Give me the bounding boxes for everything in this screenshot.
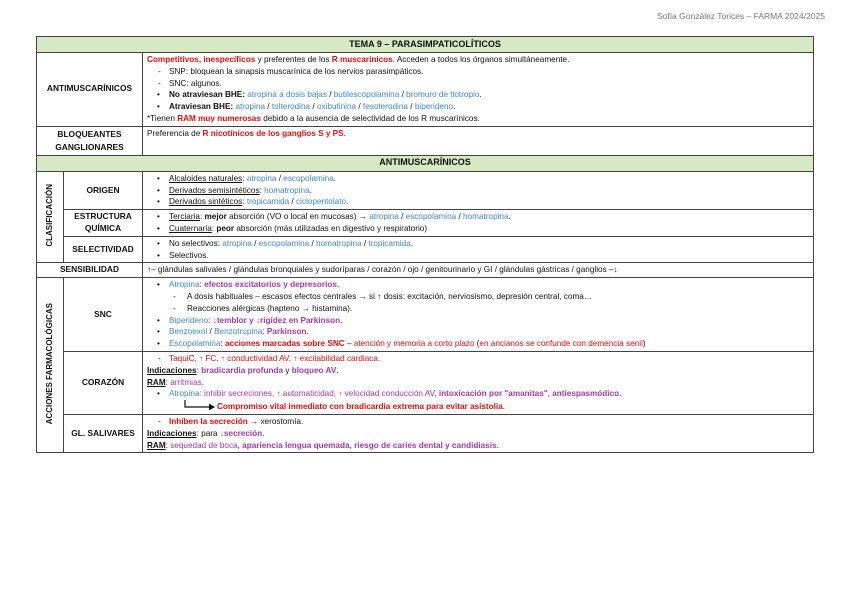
- title-row: [37, 37, 814, 53]
- selectividad-row: [37, 236, 814, 263]
- antimuscarinicos-content: [143, 53, 814, 127]
- estructura-label: ESTRUCTURA QUÍMICA: [64, 210, 143, 237]
- section2-title: ANTIMUSCARÍNICOS: [37, 155, 814, 171]
- corazon-content: - TaquiC, ↑ FC, ↑ conductividad AV, ↑ excitabilidad cardiaca. Indicaciones: bradicardia profunda y bloqueo AV. RAM: arritmias. • Atropina: inhibir secreciones, ↑ automaticidad, ↑ velocidad conducción AV, intoxicación por "amanitas", antiespasmódico. Compromiso vital inmediato con bradicardia extrema para evitar asistolia.: [143, 351, 814, 414]
- glandulas-content: - Inhiben la secreción → xerostomía. Indicaciones: para ↓secreción. RAM: sequedad de boca, apariencia lengua quemada, riesgo de caries dental y candidiasis.: [143, 414, 814, 452]
- selectividad-content: • No selectivos: atropina / escopolamina / homatropina / tropicamida. • Selectivos.: [143, 236, 814, 263]
- origen-row: [37, 171, 814, 209]
- antimuscarinicos-intro-row: [37, 53, 814, 127]
- intro-line-ram: *Tienen RAM muy numerosas debido a la ausencia de selectividad de los R muscarínicos.: [147, 113, 480, 123]
- antimuscarinicos-label: ANTIMUSCARÍNICOS: [37, 53, 143, 127]
- page-header: Sofía González Torices – FARMA 2024/2025: [656, 11, 825, 21]
- corazon-label: CORAZÓN: [64, 351, 143, 414]
- ganglionares-label: BLOQUEANTES GANGLIONARES: [37, 126, 143, 155]
- corazon-row: [37, 351, 814, 414]
- ganglionares-row: [37, 126, 814, 155]
- snc-label: SNC: [64, 278, 143, 352]
- return-arrow-icon: [183, 400, 217, 410]
- summary-table: [36, 36, 814, 453]
- glandulas-label: GL. SALIVARES: [64, 414, 143, 452]
- ganglionares-content: Preferencia de R nicotínicos de los ganglios S y PS.: [143, 126, 814, 155]
- sensibilidad-label: SENSIBILIDAD: [37, 263, 143, 278]
- selectividad-label: SELECTIVIDAD: [64, 236, 143, 263]
- intro-line-bhe: • Atraviesan BHE: atropina / tolterodina / oxibutinina / fesoterodina / biperideno.: [147, 101, 809, 113]
- clasificacion-label: CLASIFICACIÓN: [37, 171, 64, 263]
- glandulas-row: [37, 414, 814, 452]
- snc-row: [37, 278, 814, 352]
- intro-line-no-bhe: • No atraviesan BHE: atropina a dosis bajas / butilescopolamina / bromuro de tiotropio.: [147, 89, 809, 101]
- sensibilidad-content: ↑– glándulas salivales / glándulas bronquiales y sudoríparas / corazón / ojo / genitourinario y GI / glándulas gástricas / ganglios –↓: [143, 263, 814, 278]
- origen-label: ORIGEN: [64, 171, 143, 209]
- intro-line-snc: - SNC: algunos.: [147, 78, 809, 90]
- snc-content: • Atropina: efectos excitatorios y depresorios. - A dosis habituales – escasos efectos centrales → si ↑ dosis: excitación, nerviosismo, depresión central, coma… - Reacciones alérgicas (hapteno → histamina). • Biperideno: ↓temblor y ↓rigidez en Parkinson. • Benzoexol / Benzotropina: Parkinson. • Escopolamina: acciones marcadas sobre SNC – atención y memoria a corto plazo (en ancianos se confunde con demencia senil): [143, 278, 814, 352]
- page-title: TEMA 9 – PARASIMPATICOLÍTICOS: [37, 37, 814, 53]
- estructura-content: • Terciaria: mejor absorción (VO o local en mucosas) → atropina / escopolamina / homatropina. • Cuaternaria: peor absorción (más utilizadas en digestivo y respiratorio): [143, 210, 814, 237]
- sensibilidad-row: [37, 263, 814, 278]
- estructura-row: [37, 210, 814, 237]
- intro-line-1: Competitivos, inespecíficos y preferentes de los R muscarínicos. Acceden a todos los órganos simultáneamente.: [147, 55, 570, 64]
- intro-line-snp: - SNP: bloquean la sinapsis muscarínica de los nervios parasimpáticos.: [147, 66, 809, 78]
- section2-title-row: [37, 155, 814, 171]
- acciones-label: ACCIONES FARMACOLÓGICAS: [37, 278, 64, 453]
- origen-content: • Alcaloides naturales: atropina / escopolamina. • Derivados semisintéticos: homatropina. • Derivados sintéticos: tropicamida / ciclopentolato.: [143, 171, 814, 209]
